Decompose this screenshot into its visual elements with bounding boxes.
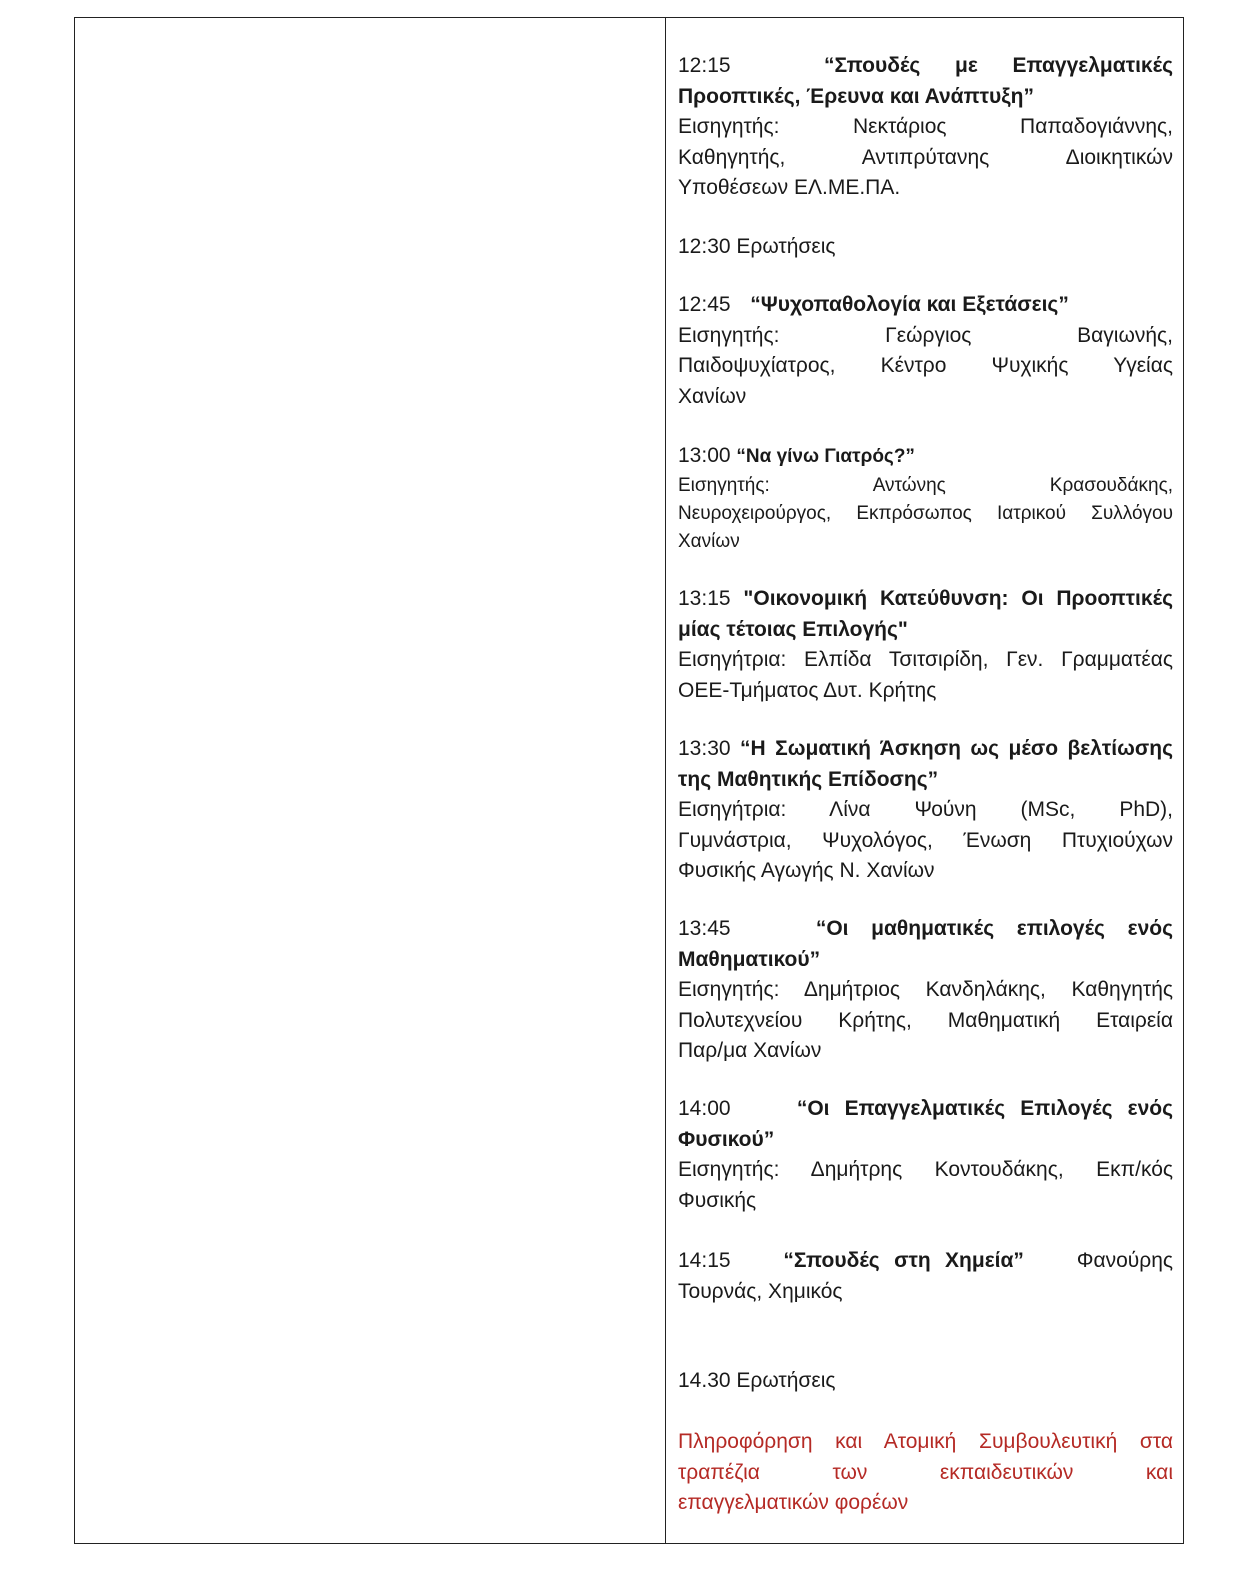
entry-speaker: Υποθέσεων ΕΛ.ΜΕ.ΠΑ. <box>678 176 901 199</box>
entry-time: 14:00 <box>678 1097 731 1120</box>
entry-speaker: Εισηγητής: Αντώνης Κρασουδάκης, <box>678 474 1173 496</box>
entry-speaker: Φυσικής <box>678 1188 757 1212</box>
questions-1430: 14.30 Ερωτήσεις <box>678 1369 836 1392</box>
empty-left-cell <box>75 18 666 1543</box>
entry-speaker: Χανίων <box>678 530 740 552</box>
entry-title: “Η Σωματική Άσκηση ως μέσο βελτίωσης <box>740 737 1173 760</box>
entry-speaker: Τουρνάς, Χημικός <box>678 1279 843 1303</box>
entry-speaker: Εισηγητής: Γεώργιος Βαγιωνής, <box>678 323 1173 347</box>
closing-line: επαγγελματικών φορέων <box>678 1491 909 1514</box>
entry-heading-line <box>678 1094 1173 1125</box>
entry-speaker: Εισηγητής: Νεκτάριος Παπαδογιάννης, <box>678 115 1173 138</box>
entry-time: 14:15 <box>678 1249 731 1272</box>
entry-title-continued: Μαθηματικού” <box>678 947 821 971</box>
schedule-entry-1245 <box>678 290 1173 412</box>
entry-time: 12:15 <box>678 54 731 77</box>
entry-speaker: Φανούρης <box>1076 1249 1173 1272</box>
schedule-entry-1415 <box>678 1246 1173 1307</box>
entry-time: 13:15 <box>678 587 731 610</box>
entry-title-continued: Προοπτικές, Έρευνα και Ανάπτυξη” <box>678 84 1034 108</box>
entry-heading-line <box>678 1246 1173 1277</box>
schedule-cell <box>666 18 1183 1543</box>
schedule-entry-1315 <box>678 584 1173 706</box>
entry-time: 13:00 <box>678 444 731 467</box>
entry-title-continued: Φυσικού” <box>678 1127 775 1151</box>
entry-time: 12:45 <box>678 293 731 316</box>
schedule-table <box>74 17 1184 1544</box>
entry-speaker: Παρ/μα Χανίων <box>678 1039 822 1062</box>
entry-time: 13:30 <box>678 737 731 760</box>
entry-speaker: Παιδοψυχίατρος, Κέντρο Ψυχικής Υγείας <box>678 354 1173 377</box>
entry-speaker: Νευροχειρούργος, Εκπρόσωπος Ιατρικού Συλλόγου <box>678 502 1173 524</box>
closing-line: Πληροφόρηση και Ατομική Συμβουλευτική στα <box>678 1430 1173 1453</box>
schedule-entry-1300 <box>678 441 1173 556</box>
entry-title: “Οι Επαγγελματικές Επιλογές ενός <box>796 1097 1174 1120</box>
entry-speaker: Καθηγητής, Αντιπρύτανης Διοικητικών <box>678 145 1173 169</box>
closing-line: τραπέζια των εκπαιδευτικών και <box>678 1460 1173 1484</box>
schedule-entry-1215 <box>678 51 1173 204</box>
entry-heading-line <box>678 734 1173 765</box>
schedule-entry-1345 <box>678 914 1173 1067</box>
entry-title: “Να γίνω Γιατρός?” <box>736 446 915 467</box>
entry-heading-line <box>678 290 1173 321</box>
entry-speaker: Εισηγητής: Δημήτριος Κανδηλάκης, Καθηγητής <box>678 978 1173 1001</box>
entry-speaker: Γυμνάστρια, Ψυχολόγος, Ένωση Πτυχιούχων <box>678 828 1173 852</box>
entry-heading-line <box>678 584 1173 615</box>
entry-speaker: Χανίων <box>678 384 747 408</box>
entry-title: “Οι μαθηματικές επιλογές ενός <box>815 917 1174 940</box>
closing-note <box>678 1427 1173 1519</box>
entry-title: "Οικονομική Κατεύθυνση: Οι Προοπτικές <box>743 587 1173 610</box>
schedule-entry-1400 <box>678 1094 1173 1216</box>
entry-title: “Σπουδές στη Χημεία” <box>783 1249 1024 1272</box>
entry-speaker: Εισηγήτρια: Ελπίδα Τσιτσιρίδη, Γεν. Γραμματέας <box>678 648 1173 671</box>
schedule-entry-1330 <box>678 734 1173 887</box>
entry-speaker: Εισηγητής: Δημήτρης Κοντουδάκης, Εκπ/κός <box>678 1158 1173 1181</box>
entry-title-continued: μίας τέτοιας Επιλογής" <box>678 617 908 641</box>
entry-title-continued: της Μαθητικής Επίδοσης” <box>678 767 939 791</box>
questions-1230: 12:30 Ερωτήσεις <box>678 235 836 258</box>
entry-heading-line <box>678 914 1173 945</box>
entry-time: 13:45 <box>678 917 731 940</box>
entry-title: “Σπουδές με Επαγγελματικές <box>823 54 1174 77</box>
entry-heading-line <box>678 441 1173 472</box>
entry-speaker: Φυσικής Αγωγής Ν. Χανίων <box>678 859 935 882</box>
entry-speaker: ΟΕΕ-Τμήματος Δυτ. Κρήτης <box>678 678 937 702</box>
entry-heading-line <box>678 51 1173 82</box>
entry-speaker: Εισηγήτρια: Λίνα Ψούνη (MSc, PhD), <box>678 798 1173 821</box>
entry-title: “Ψυχοπαθολογία και Εξετάσεις” <box>750 293 1069 316</box>
entry-speaker: Πολυτεχνείου Κρήτης, Μαθηματική Εταιρεία <box>678 1008 1173 1032</box>
